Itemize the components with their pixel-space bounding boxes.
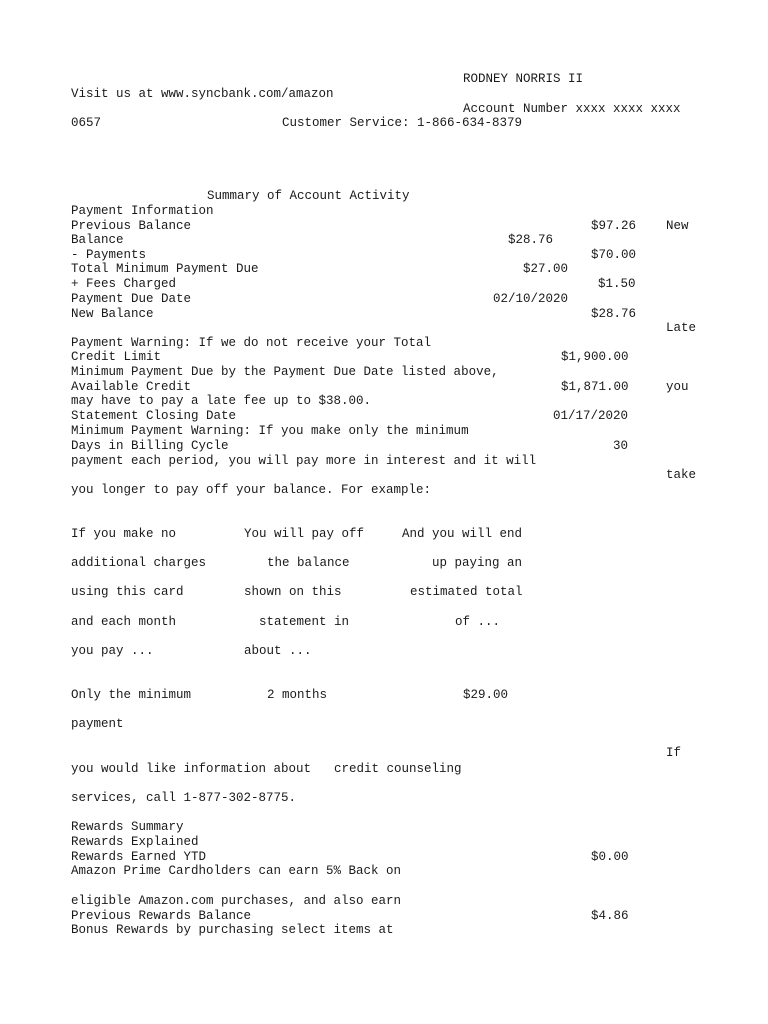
available-credit-value: $1,871.00	[561, 380, 629, 394]
balance-fragment-value: $28.76	[508, 233, 554, 247]
balance-fragment: Balance	[71, 233, 124, 247]
counseling-line2: services, call 1-877-302-8775.	[71, 791, 297, 805]
if-fragment: If	[666, 746, 682, 760]
fees-value: $1.50	[598, 277, 636, 291]
payoff-col2-line: statement in	[259, 615, 350, 629]
new-fragment: New	[666, 219, 689, 233]
closing-date-label: Statement Closing Date	[71, 409, 237, 423]
payment-warning-line3: may have to pay a late fee up to $38.00.	[71, 394, 372, 408]
min-warning-line1: Minimum Payment Warning: If you make only the minimum	[71, 424, 469, 438]
late-fragment: Late	[666, 321, 697, 335]
available-credit-label: Available Credit	[71, 380, 192, 394]
counseling-line1a: you would like information about	[71, 762, 312, 776]
previous-rewards-value: $4.86	[591, 909, 629, 923]
payoff-col2-line: about ...	[244, 644, 312, 658]
summary-title: Summary of Account Activity	[207, 189, 410, 203]
payoff-col1-line: using this card	[71, 585, 184, 599]
payoff-row-label-cont: payment	[71, 717, 124, 731]
counseling-line1b: credit counseling	[334, 762, 462, 776]
new-balance-value: $28.76	[591, 307, 637, 321]
rewards-earned-ytd-value: $0.00	[591, 850, 629, 864]
account-number-label: Account Number xxxx xxxx xxxx	[463, 102, 681, 116]
you-fragment: you	[666, 380, 689, 394]
fees-label: + Fees Charged	[71, 277, 177, 291]
due-date-label: Payment Due Date	[71, 292, 192, 306]
account-suffix: 0657	[71, 116, 102, 130]
previous-balance-value: $97.26	[591, 219, 637, 233]
payoff-col3-line: of ...	[455, 615, 501, 629]
min-warning-line2: payment each period, you will pay more in interest and it will	[71, 454, 537, 468]
payoff-row-total: $29.00	[463, 688, 509, 702]
payment-warning-line1: Payment Warning: If we do not receive your Total	[71, 336, 432, 350]
payments-label: - Payments	[71, 248, 147, 262]
previous-balance-label: Previous Balance	[71, 219, 192, 233]
payoff-col3-line: estimated total	[410, 585, 523, 599]
payoff-col2-line: You will pay off	[244, 527, 365, 541]
rewards-text-line3: Bonus Rewards by purchasing select items at	[71, 923, 394, 937]
closing-date-value: 01/17/2020	[553, 409, 629, 423]
billing-days-value: 30	[613, 439, 629, 453]
payoff-col1-line: you pay ...	[71, 644, 154, 658]
total-min-due-value: $27.00	[523, 262, 569, 276]
due-date-value: 02/10/2020	[493, 292, 569, 306]
payment-warning-line2: Minimum Payment Due by the Payment Due Date listed above,	[71, 365, 499, 379]
customer-service-text: Customer Service: 1-866-634-8379	[282, 116, 523, 130]
payoff-col2-line: shown on this	[244, 585, 342, 599]
total-min-due-label: Total Minimum Payment Due	[71, 262, 259, 276]
rewards-earned-ytd-label: Rewards Earned YTD	[71, 850, 207, 864]
payoff-row-months: 2 months	[267, 688, 328, 702]
payoff-col3-line: And you will end	[402, 527, 523, 541]
payment-information-heading: Payment Information	[71, 204, 214, 218]
payoff-col1-line: If you make no	[71, 527, 177, 541]
take-fragment: take	[666, 468, 697, 482]
new-balance-label: New Balance	[71, 307, 154, 321]
rewards-summary-heading: Rewards Summary	[71, 820, 184, 834]
website-text: Visit us at www.syncbank.com/amazon	[71, 87, 334, 101]
min-warning-line3: you longer to pay off your balance. For example:	[71, 483, 432, 497]
payoff-row-label: Only the minimum	[71, 688, 192, 702]
payoff-col1-line: additional charges	[71, 556, 207, 570]
customer-name: RODNEY NORRIS II	[463, 72, 584, 86]
payoff-col3-line: up paying an	[432, 556, 523, 570]
billing-days-label: Days in Billing Cycle	[71, 439, 229, 453]
payments-value: $70.00	[591, 248, 637, 262]
rewards-text-line2: eligible Amazon.com purchases, and also earn	[71, 894, 402, 908]
payoff-col1-line: and each month	[71, 615, 177, 629]
previous-rewards-label: Previous Rewards Balance	[71, 909, 252, 923]
rewards-text-line1: Amazon Prime Cardholders can earn 5% Back on	[71, 864, 402, 878]
payoff-col2-line: the balance	[267, 556, 350, 570]
rewards-explained-heading: Rewards Explained	[71, 835, 199, 849]
credit-limit-value: $1,900.00	[561, 350, 629, 364]
credit-limit-label: Credit Limit	[71, 350, 162, 364]
